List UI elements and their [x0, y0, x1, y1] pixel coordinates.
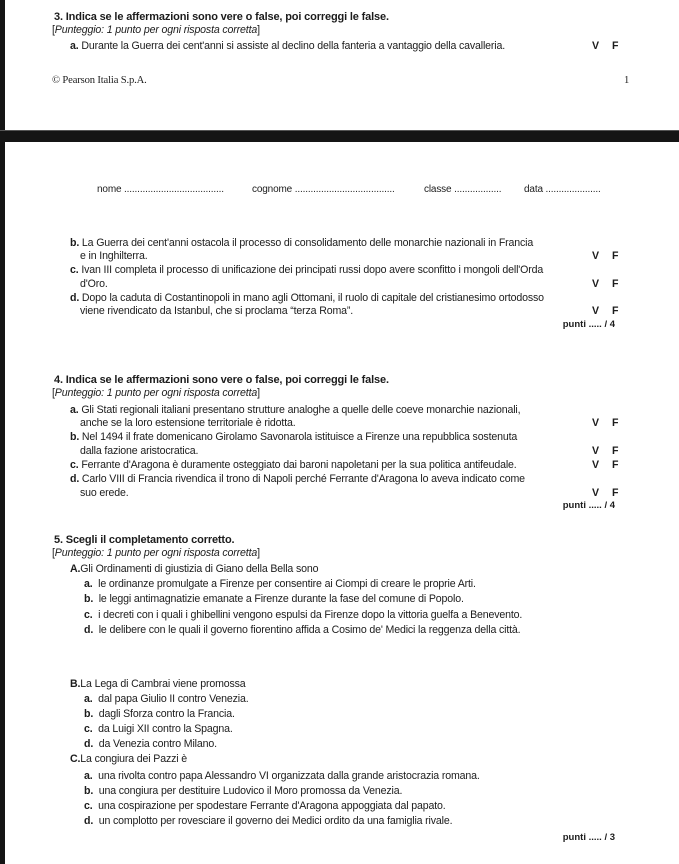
cognome-field[interactable]: cognome ......................................	[252, 184, 395, 195]
q4b-line2: dalla fazione aristocratica.	[80, 445, 199, 457]
q4a-line2: anche se la loro estensione territoriale è ridotta.	[80, 417, 296, 429]
false-option[interactable]: F	[612, 487, 619, 499]
q5C-option-c[interactable]: c. una cospirazione per spodestare Ferrante d'Aragona appoggiata dal papato.	[84, 800, 446, 812]
q5B-option-d[interactable]: d. da Venezia contro Milano.	[84, 738, 217, 750]
true-option[interactable]: V	[592, 445, 600, 457]
false-option[interactable]: F	[612, 417, 619, 429]
q4-score: punti ..... / 4	[562, 500, 615, 511]
false-option[interactable]: F	[612, 278, 619, 290]
true-option[interactable]: V	[592, 417, 600, 429]
q3c-line2: d'Oro.	[80, 278, 108, 290]
q5C-option-b[interactable]: b. una congiura per destituire Ludovico il Moro promossa da Venezia.	[84, 785, 403, 797]
q5C-stem: C.La congiura dei Pazzi è	[70, 753, 187, 765]
q5B-option-c[interactable]: c. da Luigi XII contro la Spagna.	[84, 723, 233, 735]
q4-title: 4. Indica se le affermazioni sono vere o false, poi correggi le false.	[54, 374, 389, 386]
copyright: © Pearson Italia S.p.A.	[52, 75, 147, 86]
q4d-line2: suo erede.	[80, 487, 129, 499]
q3-scoring: [Punteggio: 1 punto per ogni risposta corretta]	[52, 24, 260, 36]
q5B-option-a[interactable]: a. dal papa Giulio II contro Venezia.	[84, 693, 249, 705]
false-option[interactable]: F	[612, 445, 619, 457]
q4c: c. Ferrante d'Aragona è duramente osteggiato dai baroni napoletani per la sua politica antifeudale.	[70, 459, 517, 471]
true-option[interactable]: V	[592, 278, 600, 290]
q4b: b. Nel 1494 il frate domenicano Girolamo Savonarola istituisce a Firenze una repubblica sostenuta	[70, 431, 518, 443]
q3d: d. Dopo la caduta di Costantinopoli in mano agli Ottomani, il ruolo di capitale del cristianesimo ortodosso	[70, 292, 544, 304]
false-option[interactable]: F	[612, 250, 619, 262]
classe-field[interactable]: classe ..................	[424, 184, 502, 195]
q4-scoring: [Punteggio: 1 punto per ogni risposta corretta]	[52, 387, 260, 399]
false-option[interactable]: F	[612, 459, 619, 471]
q5B-option-b[interactable]: b. dagli Sforza contro la Francia.	[84, 708, 235, 720]
q5B-stem: B.La Lega di Cambrai viene promossa	[70, 678, 246, 690]
q3b-line2: e in Inghilterra.	[80, 250, 148, 262]
true-option[interactable]: V	[592, 305, 600, 317]
true-option[interactable]: V	[592, 487, 600, 499]
q5A-option-d[interactable]: d. le delibere con le quali il governo fiorentino affida a Cosimo de' Medici la reggenza della città.	[84, 624, 521, 636]
q5A-option-a[interactable]: a. le ordinanze promulgate a Firenze per consentire ai Ciompi di creare le proprie Arti.	[84, 578, 476, 590]
false-option[interactable]: F	[612, 305, 619, 317]
q4a: a. Gli Stati regionali italiani presentano strutture analoghe a quelle delle coeve monarchie nazionali,	[70, 404, 521, 416]
q3-score: punti ..... / 4	[562, 319, 615, 330]
q4d: d. Carlo VIII di Francia rivendica il trono di Napoli perché Ferrante d'Aragona lo aveva indicato come	[70, 473, 525, 485]
true-option[interactable]: V	[592, 40, 600, 52]
q3-title: 3. Indica se le affermazioni sono vere o false, poi correggi le false.	[54, 11, 389, 23]
q5-scoring: [Punteggio: 1 punto per ogni risposta corretta]	[52, 547, 260, 559]
nome-field[interactable]: nome ......................................	[97, 184, 224, 195]
q3b: b. La Guerra dei cent'anni ostacola il processo di consolidamento delle monarchie nazionali in Francia	[70, 237, 534, 249]
q5C-option-d[interactable]: d. un complotto per rovesciare il governo dei Medici ordito da una famiglia rivale.	[84, 815, 453, 827]
page-number: 1	[624, 75, 630, 86]
q5C-option-a[interactable]: a. una rivolta contro papa Alessandro VI organizzata dalla grande aristocrazia romana.	[84, 770, 480, 782]
page-separator	[0, 130, 679, 142]
false-option[interactable]: F	[612, 40, 619, 52]
data-field[interactable]: data .....................	[524, 184, 601, 195]
q5A-option-c[interactable]: c. i decreti con i quali i ghibellini vengono espulsi da Firenze dopo la vittoria guelfa a Benevento.	[84, 609, 523, 621]
q3d-line2: viene rivendicato da Istanbul, che si proclama “terza Roma”.	[80, 305, 354, 317]
q5-title: 5. Scegli il completamento corretto.	[54, 534, 235, 546]
q5-score: punti ..... / 3	[562, 832, 615, 843]
true-option[interactable]: V	[592, 250, 600, 262]
true-option[interactable]: V	[592, 459, 600, 471]
q3c: c. Ivan III completa il processo di unificazione dei principati russi dopo avere sconfitto i mongoli dell'Orda	[70, 264, 544, 276]
q5A-option-b[interactable]: b. le leggi antimagnatizie emanate a Firenze durante la fase del comune di Popolo.	[84, 593, 464, 605]
q5A-stem: A.Gli Ordinamenti di giustizia di Giano della Bella sono	[70, 563, 319, 575]
q3a: a. Durante la Guerra dei cent'anni si assiste al declino della fanteria a vantaggio della cavalleria.	[70, 40, 506, 52]
